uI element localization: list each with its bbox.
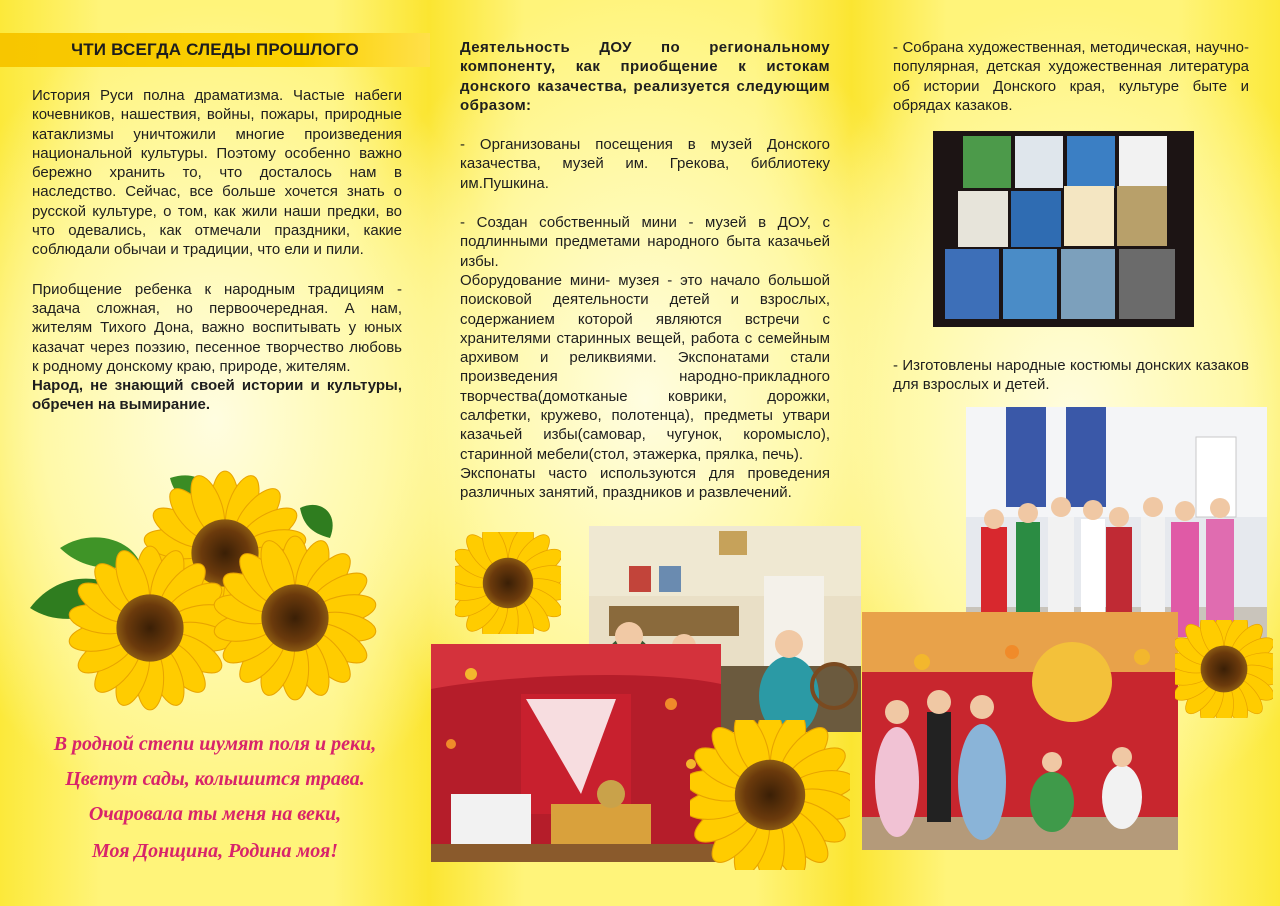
mini-museum-item: - Создан собственный мини - музей в ДОУ, с подлинными предметами народного быта казачьей избы.	[460, 214, 830, 270]
exhibits-usage-item: Экспонаты часто используются для проведения различных занятий, праздников и развлечений.	[460, 464, 830, 502]
middle-text-block	[460, 38, 830, 503]
performance-photo	[862, 612, 1178, 850]
history-paragraph: История Руси полна драматизма. Частые набеги кочевников, нашествия, войны, пожары, природные катаклизмы уничтожили многие произведения национальной культуры. Поэтому особенно важно бережно хранить то, что досталось нам в наследство. Сейчас, все больше хочется знать о русской культуре, о том, как жили наши предки, во что одевались, как отмечали праздники, какие соблюдали обычаи и традиции, что ели и пили.	[32, 87, 402, 259]
costumes-item: - Изготовлены народные костюмы донских казаков для взрослых и детей.	[893, 357, 1249, 394]
poem-line-3: Очаровала ты меня на веки,	[88, 803, 342, 825]
right-text-block	[893, 38, 1249, 115]
sunflower-icon	[455, 532, 561, 634]
literature-item: - Собрана художественная, методическая, научно-популярная, детская художественная литература об истории Донского края, культуре быте и обрядах казаков.	[893, 39, 1249, 114]
sunflower-icon	[1175, 620, 1273, 718]
festival-decorations-photo	[431, 644, 721, 862]
tradition-paragraph: Приобщение ребенка к народным традициям - задача сложная, но первоочередная. А нам, жителям Тихого Дона, важно воспитывать у юных казачат через поэзию, песенное творчество любовь к родному донскому краю, природе, жителям.	[32, 280, 402, 375]
costumes-photo	[966, 407, 1267, 644]
poem-line-2: Цветут сады, колышится трава.	[65, 768, 365, 790]
activities-heading: Деятельность ДОУ по региональному компоненту, как приобщение к истокам донского казачества, реализуется следующим образом:	[460, 39, 830, 114]
left-text-block	[32, 86, 402, 415]
motto-paragraph: Народ, не знающий своей истории и культуры, обречен на вымирание.	[32, 377, 402, 414]
museum-visits-item: - Организованы посещения в музей Донского казачества, музей им. Грекова, библиотеку им.Пушкина.	[460, 136, 830, 192]
poem-line-1: В родной степи шумят поля и реки,	[53, 733, 377, 755]
right-text-block-2	[893, 356, 1249, 395]
museum-equipment-item: Оборудование мини- музея - это начало большой поисковой деятельности детей и взрослых, содержанием которой являются встречи с хранителями старинных вещей, работа с семейным архивом и реликвиями. Экспонатами стали произведения народно-прикладного творчества(домотканые коврики, дорожки, салфетки, кружево, полотенца), предметы утвари казачьей избы(самовар, чугунок, коромысло), старинной мебели(стол, этажерка, прялка, печь).	[460, 271, 830, 463]
section-heading-band	[0, 33, 430, 67]
sunflower-cluster-icon	[20, 468, 380, 718]
section-heading: ЧТИ ВСЕГДА СЛЕДЫ ПРОШЛОГО	[71, 40, 359, 59]
sunflower-icon	[690, 720, 850, 870]
books-photo	[933, 131, 1194, 327]
poem-line-4: Моя Донщина, Родина моя!	[91, 840, 339, 862]
